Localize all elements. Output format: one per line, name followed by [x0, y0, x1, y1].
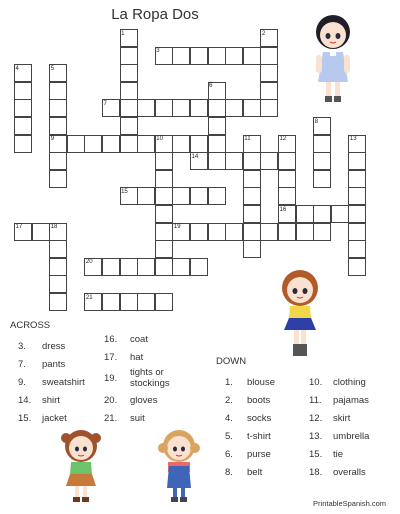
- clue-across-15-num: 15.: [18, 413, 32, 424]
- clue-down-10-num: 10.: [309, 377, 323, 388]
- crossword-cell[interactable]: [190, 258, 208, 276]
- crossword-cell[interactable]: [137, 187, 155, 205]
- crossword-cell[interactable]: [208, 135, 226, 153]
- crossword-cell[interactable]: [14, 117, 32, 135]
- crossword-cell[interactable]: [14, 99, 32, 117]
- crossword-cell[interactable]: [208, 99, 226, 117]
- crossword-cell[interactable]: [278, 223, 296, 241]
- crossword-cell[interactable]: [120, 47, 138, 65]
- crossword-cell[interactable]: [84, 135, 102, 153]
- clue-number-label: 11: [244, 136, 251, 143]
- crossword-cell[interactable]: [155, 223, 173, 241]
- crossword-cell[interactable]: [14, 135, 32, 153]
- clue-across-17-num: 17.: [104, 352, 118, 363]
- clue-down-2-num: 2.: [225, 395, 233, 406]
- crossword-cell[interactable]: [243, 187, 261, 205]
- girl-yellow-top-illustration: [274, 266, 326, 360]
- crossword-cell[interactable]: [313, 135, 331, 153]
- crossword-cell[interactable]: [208, 47, 226, 65]
- crossword-cell[interactable]: [155, 240, 173, 258]
- crossword-cell[interactable]: [49, 117, 67, 135]
- crossword-cell[interactable]: [49, 293, 67, 311]
- clue-number-label: 6: [209, 83, 213, 90]
- crossword-cell[interactable]: [313, 170, 331, 188]
- crossword-cell[interactable]: [348, 170, 366, 188]
- crossword-cell[interactable]: [278, 187, 296, 205]
- crossword-cell[interactable]: [120, 99, 138, 117]
- crossword-cell[interactable]: [278, 170, 296, 188]
- clue-number-label: 16: [279, 206, 287, 213]
- clue-down-5-num: 5.: [225, 431, 233, 442]
- clue-down-6-word: purse: [247, 449, 271, 460]
- clue-across-19-word: tights or stockings: [130, 367, 170, 389]
- clue-across-9-num: 9.: [18, 377, 26, 388]
- clue-number-label: 3: [156, 48, 160, 55]
- clue-down-13-word: umbrella: [333, 431, 370, 442]
- crossword-cell[interactable]: [278, 152, 296, 170]
- clue-number-label: 21: [85, 294, 93, 301]
- clue-across-16-word: coat: [130, 334, 148, 345]
- crossword-cell[interactable]: [102, 135, 120, 153]
- clue-across-20-num: 20.: [104, 395, 118, 406]
- crossword-cell[interactable]: [260, 47, 278, 65]
- clue-number-label: 20: [85, 259, 93, 266]
- clue-down-10-word: clothing: [333, 377, 366, 388]
- clue-down-18-word: overalls: [333, 467, 366, 478]
- crossword-cell[interactable]: [120, 82, 138, 100]
- clue-down-12-word: skirt: [333, 413, 351, 424]
- clue-number-label: 7: [103, 100, 107, 107]
- clue-down-4-num: 4.: [225, 413, 233, 424]
- crossword-cell[interactable]: [225, 152, 243, 170]
- crossword-cell[interactable]: [348, 187, 366, 205]
- clue-number-label: 13: [349, 136, 357, 143]
- crossword-cell[interactable]: [348, 258, 366, 276]
- crossword-cell[interactable]: [190, 135, 208, 153]
- clue-across-15-word: jacket: [42, 413, 67, 424]
- crossword-cell[interactable]: [243, 152, 261, 170]
- crossword-cell[interactable]: [331, 205, 349, 223]
- clue-down-12-num: 12.: [309, 413, 323, 424]
- clue-across-20-word: gloves: [130, 395, 158, 406]
- clue-down-1-word: blouse: [247, 377, 275, 388]
- girl-blue-dress-illustration: [305, 10, 361, 106]
- crossword-cell[interactable]: [313, 152, 331, 170]
- clue-across-21-word: suit: [130, 413, 145, 424]
- crossword-cell[interactable]: [172, 187, 190, 205]
- clue-down-13-num: 13.: [309, 431, 323, 442]
- clue-across-3-num: 3.: [18, 341, 26, 352]
- clue-down-15-word: tie: [333, 449, 344, 460]
- crossword-cell[interactable]: [49, 99, 67, 117]
- crossword-cell[interactable]: [208, 117, 226, 135]
- crossword-cell[interactable]: [208, 187, 226, 205]
- clue-number-label: 5: [50, 65, 55, 72]
- clue-down-11-num: 11.: [309, 395, 322, 406]
- clue-across-7-num: 7.: [18, 359, 26, 370]
- crossword-cell[interactable]: [155, 152, 173, 170]
- site-credit: PrintableSpanish.com: [313, 499, 386, 508]
- crossword-cell[interactable]: [14, 82, 32, 100]
- clue-across-14-word: shirt: [42, 395, 60, 406]
- crossword-cell[interactable]: [49, 152, 67, 170]
- down-heading: DOWN: [216, 356, 247, 367]
- clue-number-label: 9: [50, 136, 55, 143]
- crossword-cell[interactable]: [49, 240, 67, 258]
- clue-down-4-word: socks: [247, 413, 272, 424]
- crossword-cell[interactable]: [190, 223, 208, 241]
- crossword-cell[interactable]: [137, 293, 155, 311]
- clue-across-3-word: dress: [42, 341, 66, 352]
- crossword-cell[interactable]: [225, 223, 243, 241]
- crossword-cell[interactable]: [243, 240, 261, 258]
- crossword-cell[interactable]: [313, 205, 331, 223]
- crossword-cell[interactable]: [49, 258, 67, 276]
- crossword-cell[interactable]: [243, 205, 261, 223]
- crossword-cell[interactable]: [348, 240, 366, 258]
- clue-down-2-word: boots: [247, 395, 271, 406]
- clue-down-6-num: 6.: [225, 449, 233, 460]
- crossword-cell[interactable]: [260, 223, 278, 241]
- crossword-cell[interactable]: [120, 117, 138, 135]
- crossword-cell[interactable]: [155, 99, 173, 117]
- crossword-cell[interactable]: [313, 223, 331, 241]
- crossword-cell[interactable]: [243, 223, 261, 241]
- crossword-cell[interactable]: [190, 187, 208, 205]
- crossword-cell[interactable]: [208, 152, 226, 170]
- clue-across-9-word: sweatshirt: [42, 377, 85, 388]
- crossword-cell[interactable]: [102, 293, 120, 311]
- crossword-cell[interactable]: [49, 170, 67, 188]
- crossword-cell[interactable]: [208, 223, 226, 241]
- crossword-cell[interactable]: [243, 99, 261, 117]
- crossword-cell[interactable]: [155, 205, 173, 223]
- crossword-cell[interactable]: [155, 170, 173, 188]
- clue-number-label: 14: [191, 153, 199, 160]
- clue-number-label: 8: [314, 118, 319, 125]
- clue-across-7-word: pants: [42, 359, 66, 370]
- crossword-cell[interactable]: [225, 99, 243, 117]
- clue-number-label: 15: [121, 188, 128, 195]
- clue-number-label: 1: [121, 30, 125, 37]
- across-heading: ACROSS: [10, 320, 51, 331]
- crossword-cell[interactable]: [120, 258, 138, 276]
- crossword-cell[interactable]: [348, 205, 366, 223]
- clue-number-label: 2: [261, 30, 266, 37]
- clue-across-19-num: 19.: [104, 373, 118, 384]
- clue-across-17-word: hat: [130, 352, 144, 363]
- crossword-cell[interactable]: [67, 135, 85, 153]
- crossword-cell[interactable]: [260, 64, 278, 82]
- clue-down-8-num: 8.: [225, 467, 233, 478]
- crossword-cell[interactable]: [172, 135, 190, 153]
- crossword-cell[interactable]: [120, 293, 138, 311]
- clue-number-label: 17: [15, 224, 23, 231]
- crossword-cell[interactable]: [155, 293, 173, 311]
- crossword-cell[interactable]: [172, 99, 190, 117]
- clue-number-label: 19: [173, 224, 181, 231]
- crossword-cell[interactable]: [172, 47, 190, 65]
- clue-across-21-num: 21.: [104, 413, 118, 424]
- clue-number-label: 4: [15, 65, 19, 72]
- crossword-cell[interactable]: [172, 258, 190, 276]
- clue-across-16-num: 16.: [104, 334, 118, 345]
- crossword-cell[interactable]: [190, 99, 208, 117]
- clue-number-label: 10: [156, 136, 163, 143]
- crossword-cell[interactable]: [190, 47, 208, 65]
- clue-number-label: 12: [279, 136, 287, 143]
- crossword-cell[interactable]: [137, 99, 155, 117]
- crossword-cell[interactable]: [243, 47, 261, 65]
- clue-down-15-num: 15.: [309, 449, 323, 460]
- clue-down-18-num: 18.: [309, 467, 323, 478]
- clue-down-1-num: 1.: [225, 377, 233, 388]
- crossword-cell[interactable]: [155, 258, 173, 276]
- clue-down-11-word: pajamas: [333, 395, 369, 406]
- crossword-cell[interactable]: [296, 205, 314, 223]
- crossword-cell[interactable]: [137, 135, 155, 153]
- crossword-cell[interactable]: [120, 64, 138, 82]
- clue-down-5-word: t-shirt: [247, 431, 271, 442]
- girl-green-top-illustration: [58, 426, 104, 506]
- crossword-cell[interactable]: [243, 170, 261, 188]
- page-title: La Ropa Dos: [111, 6, 199, 23]
- crossword-cell[interactable]: [348, 152, 366, 170]
- crossword-cell[interactable]: [49, 82, 67, 100]
- crossword-cell[interactable]: [49, 275, 67, 293]
- crossword-cell[interactable]: [120, 135, 138, 153]
- crossword-cell[interactable]: [155, 187, 173, 205]
- girl-overalls-illustration: [156, 426, 202, 506]
- crossword-cell[interactable]: [260, 152, 278, 170]
- clue-number-label: 18: [50, 224, 58, 231]
- clue-down-8-word: belt: [247, 467, 263, 478]
- crossword-cell[interactable]: [296, 223, 314, 241]
- crossword-cell[interactable]: [260, 99, 278, 117]
- crossword-cell[interactable]: [102, 258, 120, 276]
- crossword-cell[interactable]: [32, 223, 50, 241]
- crossword-cell[interactable]: [225, 47, 243, 65]
- crossword-cell[interactable]: [348, 223, 366, 241]
- clue-across-14-num: 14.: [18, 395, 32, 406]
- crossword-cell[interactable]: [260, 82, 278, 100]
- crossword-cell[interactable]: [137, 258, 155, 276]
